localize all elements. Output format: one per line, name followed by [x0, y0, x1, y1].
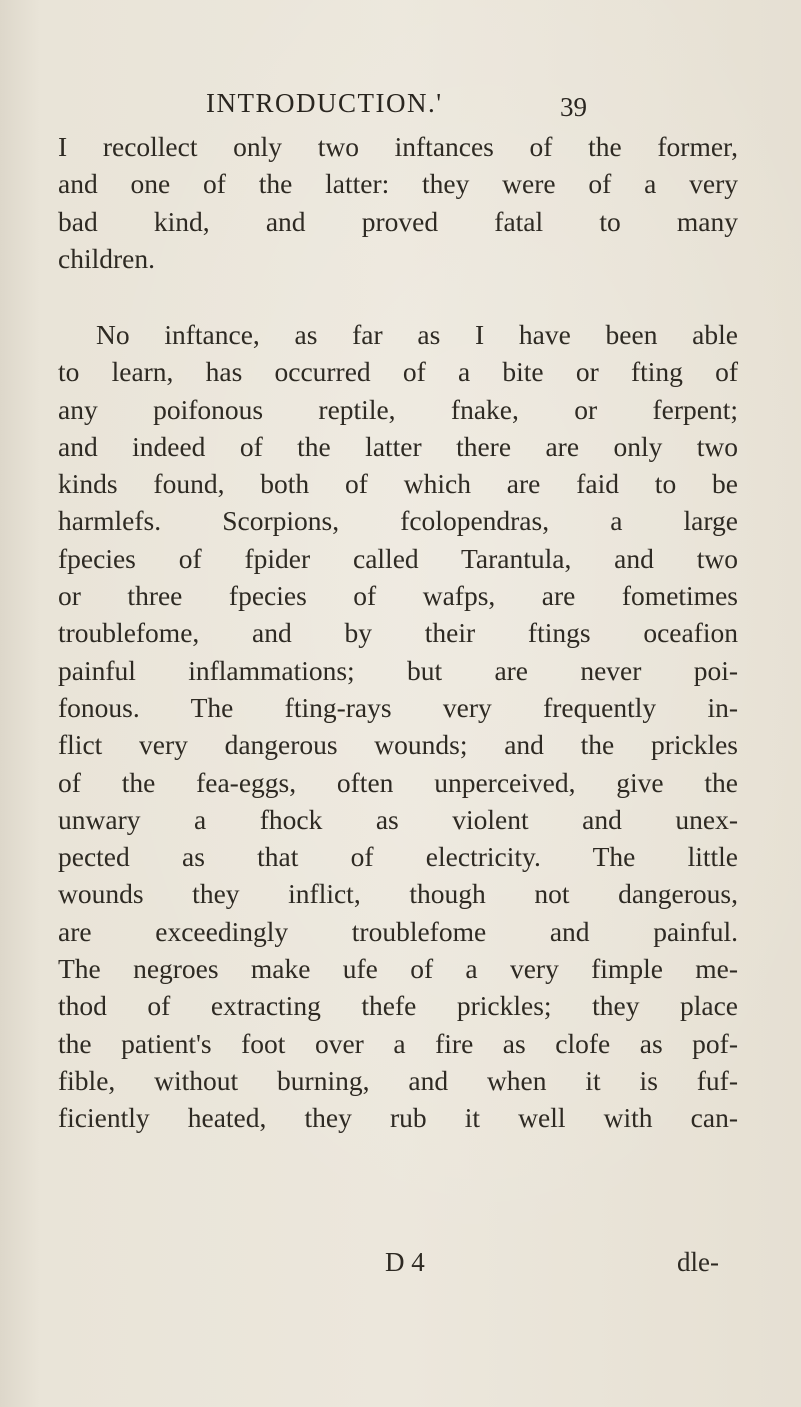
page-number: 39: [560, 92, 587, 122]
text-line: and indeed of the latter there are only two: [58, 430, 738, 462]
text-line: bad kind, and proved fatal to many: [58, 205, 738, 237]
page-footer: [0, 1247, 801, 1287]
text-line: ficiently heated, they rub it well with can-: [58, 1102, 738, 1134]
text-line: of the fea-eggs, often unperceived, give the: [58, 766, 738, 798]
text-line: to learn, has occurred of a bite or fting of: [58, 356, 738, 388]
catchword: dle-: [677, 1247, 719, 1277]
text-line: and one of the latter: they were of a very: [58, 168, 738, 200]
text-line: unwary a fhock as violent and unex-: [58, 803, 738, 835]
text-line: No inftance, as far as I have been able: [96, 319, 738, 350]
text-line: kinds found, both of which are faid to be: [58, 468, 738, 500]
text-line: troublefome, and by their ftings oceafion: [58, 617, 738, 649]
text-line: flict very dangerous wounds; and the prickles: [58, 729, 738, 761]
paragraph-2: [58, 316, 738, 1137]
text-line: fonous. The fting-rays very frequently in-: [58, 691, 738, 723]
text-line: painful inflammations; but are never poi-: [58, 654, 738, 686]
running-head-title: INTRODUCTION.: [206, 88, 437, 118]
signature-mark: D 4: [385, 1247, 425, 1277]
text-line: thod of extracting thefe prickles; they place: [58, 990, 738, 1022]
text-line: harmlefs. Scorpions, fcolopendras, a large: [58, 505, 738, 537]
text-line: fible, without burning, and when it is fuf-: [58, 1064, 738, 1096]
text-line: I recollect only two inftances of the former,: [58, 131, 738, 162]
text-line: pected as that of electricity. The little: [58, 841, 738, 873]
running-head: [206, 88, 616, 119]
text-line: any poifonous reptile, fnake, or ferpent;: [58, 393, 738, 425]
text-line: or three fpecies of wafps, are fometimes: [58, 580, 738, 612]
text-line: fpecies of fpider called Tarantula, and two: [58, 542, 738, 574]
text-line: are exceedingly troublefome and painful.: [58, 915, 738, 947]
text-line: the patient's foot over a fire as clofe as pof-: [58, 1027, 738, 1059]
text-line: wounds they inflict, though not dangerous,: [58, 878, 738, 910]
text-line: The negroes make ufe of a very fimple me-: [58, 953, 738, 985]
running-head-mark: ': [436, 88, 443, 118]
text-line: children.: [58, 242, 155, 274]
paragraph-1: [58, 128, 738, 277]
